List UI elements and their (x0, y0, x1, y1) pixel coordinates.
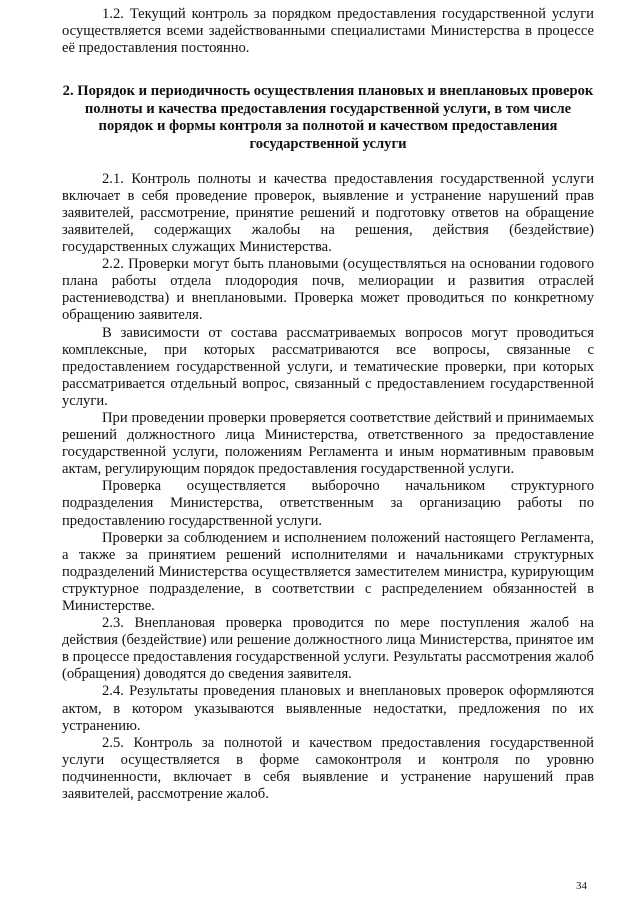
paragraph-2-2: 2.2. Проверки могут быть плановыми (осуществляться на основании годового плана работы отдела плодородия почв, мелиорации и развития отраслей растениеводства) и внеплановыми. Проверка может проводиться по конкретному обращению заявителя. (62, 256, 594, 324)
section-heading: 2. Порядок и периодичность осуществления плановых и внеплановых проверок полноты и качества предоставления государственной услуги, в том числе порядок и формы контроля за полнотой и качеством предоставления государственной услуги (62, 83, 594, 153)
paragraph-check-compliance: При проведении проверки проверяется соответствие действий и принимаемых решений должностного лица Министерства, ответственного за предоставление государственной услуги, положениям Регламента и иным нормативным правовым актам, регулирующим порядок предоставления государственной услуги. (62, 409, 594, 478)
paragraph-2-4: 2.4. Результаты проведения плановых и внеплановых проверок оформляются актом, в котором указываются выявленные недостатки, предложения по их устранению. (62, 683, 594, 734)
section-body (62, 171, 594, 803)
paragraph-check-deputy: Проверки за соблюдением и исполнением положений настоящего Регламента, а также за принятием решений исполнителями и начальниками структурных подразделений Министерства осуществляется заместителем министра, курирующим структурное подразделение, в соответствии с распределением обязанностей в Министерстве. (62, 529, 594, 614)
paragraph-2-5: 2.5. Контроль за полнотой и качеством предоставления государственной услуги осуществляется в форме самоконтроля и контроля по уровню подчиненности, включает в себя выявление и устранение нарушений прав заявителей, рассмотрение жалоб. (62, 734, 594, 803)
paragraph-check-selective: Проверка осуществляется выборочно начальником структурного подразделения Министерства, ответственным за организацию работы по предоставлению государственной услуги. (62, 478, 594, 529)
paragraph-2-3: 2.3. Внеплановая проверка проводится по мере поступления жалоб на действия (бездействие) или решение должностного лица Министерства, принятое им в процессе предоставления государственной услуги. Результаты рассмотрения жалоб (обращения) доводятся до сведения заявителя. (62, 615, 594, 683)
page-number: 34 (576, 880, 587, 892)
paragraph-check-types: В зависимости от состава рассматриваемых вопросов могут проводиться комплексные, при которых рассматриваются все вопросы, связанные с предоставлением государственной услуги, и тематические проверки, при которых рассматривается отдельный вопрос, связанный с предоставлением государственной услуги. (62, 324, 594, 409)
intro-paragraph: 1.2. Текущий контроль за порядком предоставления государственной услуги осуществляется всеми задействованными специалистами Министерства в процессе её предоставления постоянно. (62, 6, 594, 57)
document-page (62, 6, 594, 803)
paragraph-2-1: 2.1. Контроль полноты и качества предоставления государственной услуги включает в себя проведение проверок, выявление и устранение нарушений прав заявителей, рассмотрение, принятие решений и подготовку ответов на обращение заявителей, содержащих жалобы на решения, действия (бездействие) государственных служащих Министерства. (62, 170, 594, 256)
